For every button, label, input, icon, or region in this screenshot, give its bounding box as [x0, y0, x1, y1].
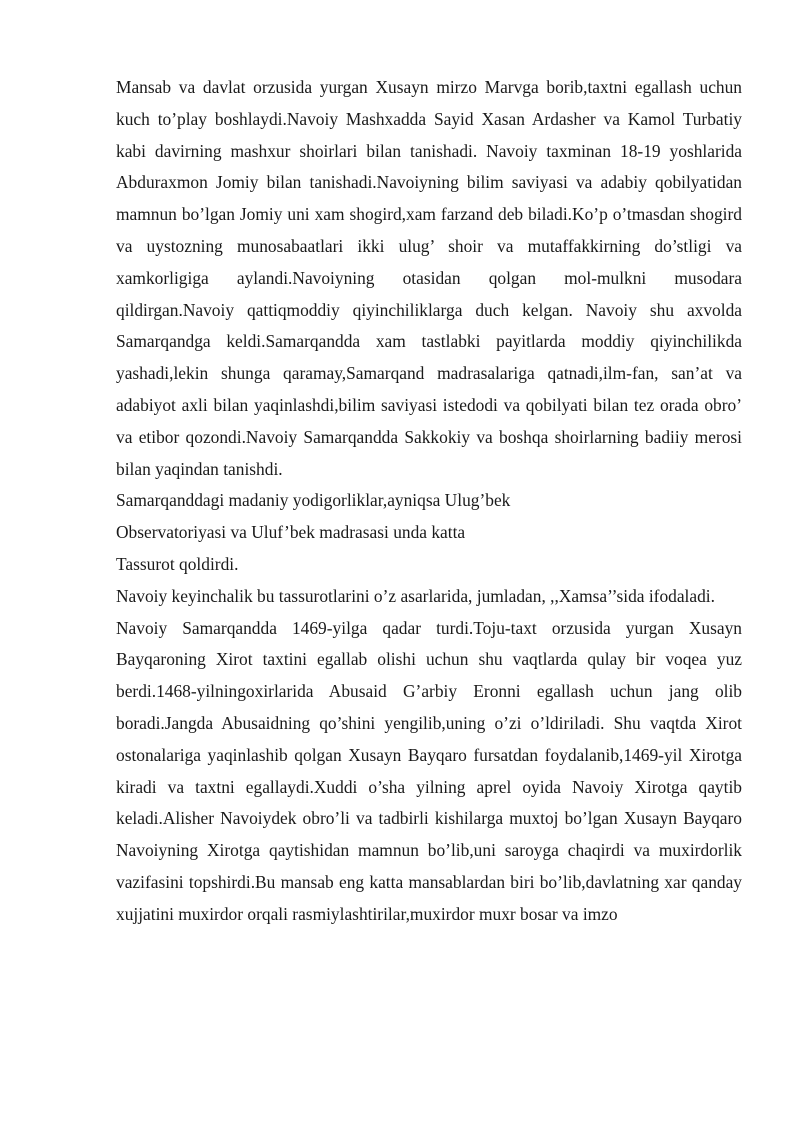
paragraph-1: Mansab va davlat orzusida yurgan Xusayn mirzo Marvga borib,taxtni egallash uchun kuch to’play boshlaydi.Navoiy Mashxadda Sayid Xasan Ardasher va Kamol Turbatiy kabi davirning mashxur shoirlari bilan tanishadi. Navoiy taxminan 18-19 yoshlarida Abduraxmon Jomiy bilan tanishadi.Navoiyning bilim saviyasi va adabiy qobilyatidan mamnun bo’lgan Jomiy uni xam shogird,xam farzand deb biladi.Ko’p o’tmasdan shogird va uystozning munosabaatlari ikki ulug’ shoir va mutaffakkirning do’stligi va xamkorligiga aylandi.Navoiyning otasidan qolgan mol-mulkni musodara qildirgan.Navoiy qattiqmoddiy qiyinchiliklarga duch kelgan. Navoiy shu axvolda Samarqandga keldi.Samarqandda xam tastlabki payitlarda moddiy qiyinchilikda yashadi,lekin shunga qaramay,Samarqand madrasalariga qatnadi,ilm-fan, san’at va adabiyot axli bilan yaqinlashdi,bilim saviyasi istedodi va qobilyati bilan tez orada obro’ va etibor qozondi.Navoiy Samarqandda Sakkokiy va boshqa shoirlarning badiiy merosi bilan yaqindan tanishdi. [116, 77, 742, 479]
paragraph-6: Navoiy Samarqandda 1469-yilga qadar turdi.Toju-taxt orzusida yurgan Xusayn Bayqaroning Xirot taxtini egallab olishi uchun shu vaqtlarda qulay bir voqea yuz berdi.1468-yilningoxirlarida Abusaid G’arbiy Eronni egallash uchun jang olib boradi.Jangda Abusaidning qo’shini yengilib,uning o’zi o’ldiriladi. Shu vaqtda Xirot ostonalariga yaqinlashib qolgan Xusayn Bayqaro fursatdan foydalanib,1469-yil Xirotga kiradi va taxtni egallaydi.Xuddi o’sha yilning aprel oyida Navoiy Xirotga qaytib keladi.Alisher Navoiydek obro’li va tadbirli kishilarga muxtoj bo’lgan Xusayn Bayqaro Navoiyning Xirotga qaytishidan mamnun bo’lib,uni saroyga chaqirdi va muxirdorlik vazifasini topshirdi.Bu mansab eng katta mansablardan biri bo’lib,davlatning xar qanday xujjatini muxirdor orqali rasmiylashtirilar,muxirdor muxr bosar va imzo [116, 617, 742, 924]
paragraph-4: Tassurot qoldirdi. [116, 553, 239, 574]
body-text [116, 72, 742, 931]
paragraph-3: Observatoriyasi va Uluf’bek madrasasi unda katta [116, 522, 466, 543]
paragraph-5: Navoiy keyinchalik bu tassurotlarini o’z asarlarida, jumladan, ,,Xamsa’’sida ifodaladi. [116, 585, 715, 606]
paragraph-2: Samarqanddagi madaniy yodigorliklar,ayniqsa Ulug’bek [116, 490, 511, 511]
